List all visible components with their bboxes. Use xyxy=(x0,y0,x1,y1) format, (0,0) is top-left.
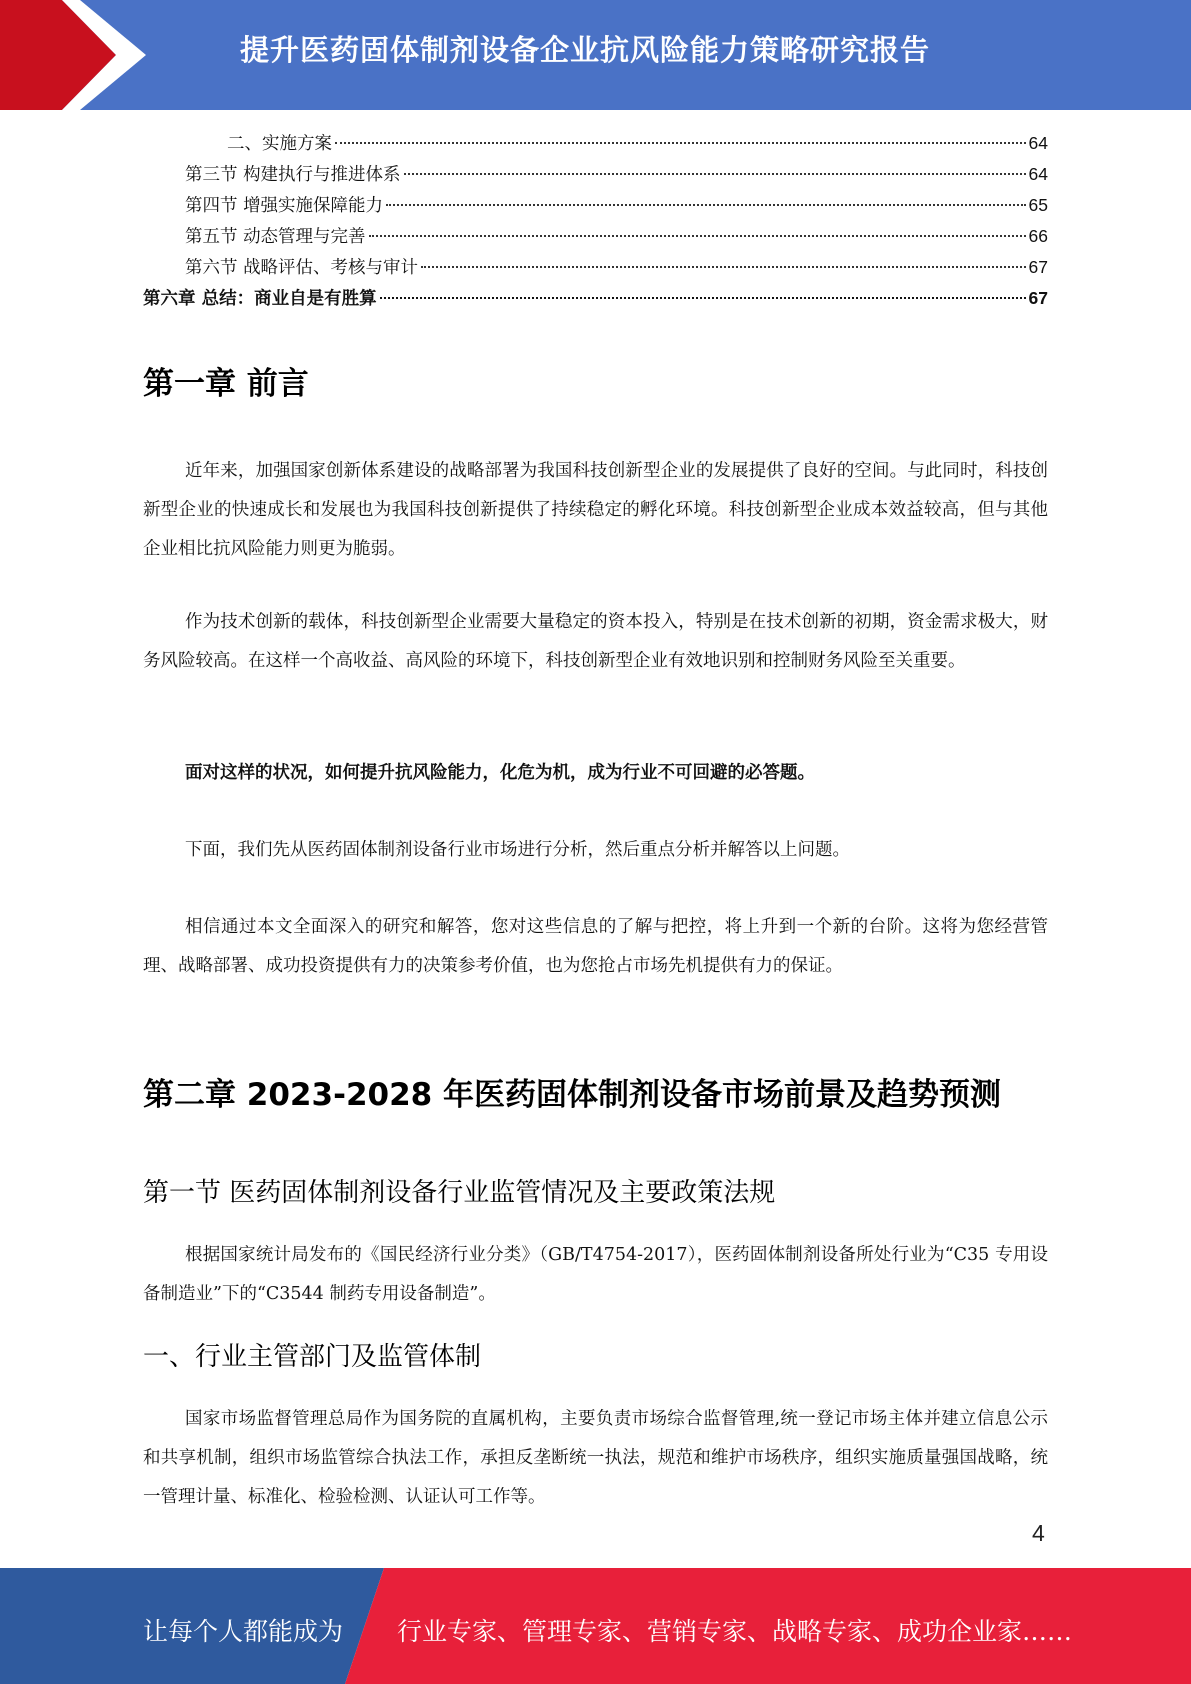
paragraph: 作为技术创新的载体，科技创新型企业需要大量稳定的资本投入，特别是在技术创新的初期，资金需求极大，财务风险较高。在这样一个高收益、高风险的环境下，科技创新型企业有效地识别和控制财务风险至关重要。 xyxy=(143,612,1048,671)
paragraph: 下面，我们先从医药固体制剂设备行业市场进行分析，然后重点分析并解答以上问题。 xyxy=(185,840,850,860)
paragraph: 根据国家统计局发布的《国民经济行业分类》（GB/T4754-2017），医药固体制剂设备所处行业为“C35 专用设备制造业”下的“C3544 制药专用设备制造”。 xyxy=(143,1245,1048,1304)
page-number: 4 xyxy=(1032,1520,1045,1546)
report-header xyxy=(0,0,1191,110)
paragraph: 近年来，加强国家创新体系建设的战略部署为我国科技创新型企业的发展提供了良好的空间。与此同时，科技创新型企业的快速成长和发展也为我国科技创新提供了持续稳定的孵化环境。科技创新型企业成本效益较高，但与其他企业相比抗风险能力则更为脆弱。 xyxy=(143,461,1048,559)
section-title: 第一节 医药固体制剂设备行业监管情况及主要政策法规 xyxy=(143,1178,776,1208)
header-arrow-icon xyxy=(0,0,150,110)
toc-entry[interactable] xyxy=(143,254,1048,285)
footer-slogan-right: 行业专家、管理专家、营销专家、战略专家、成功企业家…… xyxy=(397,1617,1073,1646)
paragraph: 国家市场监督管理总局作为国务院的直属机构，主要负责市场综合监督管理,统一登记市场主体并建立信息公示和共享机制，组织市场监管综合执法工作，承担反垄断统一执法，规范和维护市场秩序，组织实施质量强国战略，统一管理计量、标准化、检验检测、认证认可工作等。 xyxy=(143,1409,1048,1507)
toc-leader-dots xyxy=(404,173,1026,175)
toc-entry[interactable] xyxy=(143,223,1048,254)
paragraph: 相信通过本文全面深入的研究和解答，您对这些信息的了解与把控，将上升到一个新的台阶。这将为您经营管理、战略部署、成功投资提供有力的决策参考价值，也为您抢占市场先机提供有力的保证。 xyxy=(143,917,1048,976)
toc-leader-dots xyxy=(369,235,1026,237)
chapter-1-title: 第一章 前言 xyxy=(143,366,309,402)
footer-slogan-left: 让每个人都能成为 xyxy=(143,1617,344,1646)
toc-entry[interactable] xyxy=(143,192,1048,223)
toc-entry[interactable] xyxy=(143,285,1048,316)
chapter-2-title: 第二章 2023-2028 年医药固体制剂设备市场前景及趋势预测 xyxy=(143,1077,1002,1113)
toc-entry-page: 65 xyxy=(1028,195,1048,215)
toc-entry-page: 64 xyxy=(1028,133,1048,153)
subsection-title: 一、行业主管部门及监管体制 xyxy=(143,1342,482,1372)
toc-entry[interactable] xyxy=(143,130,1048,161)
toc-entry-page: 64 xyxy=(1028,164,1048,184)
toc-leader-dots xyxy=(421,266,1025,268)
toc-leader-dots xyxy=(386,204,1025,206)
toc-entry-page: 67 xyxy=(1028,288,1048,308)
toc-leader-dots xyxy=(380,297,1026,299)
emphasis-paragraph: 面对这样的状况，如何提升抗风险能力，化危为机，成为行业不可回避的必答题。 xyxy=(185,763,815,783)
toc-entry-page: 66 xyxy=(1028,226,1048,246)
toc-entry-label: 第五节 动态管理与完善 xyxy=(185,227,366,247)
toc-entry-label: 二、实施方案 xyxy=(227,134,332,154)
toc-entry-label: 第六节 战略评估、考核与审计 xyxy=(185,258,419,278)
report-title: 提升医药固体制剂设备企业抗风险能力策略研究报告 xyxy=(240,33,931,67)
toc-entry-label: 第四节 增强实施保障能力 xyxy=(185,196,384,216)
toc-leader-dots xyxy=(335,142,1026,144)
toc-entry-label: 第三节 构建执行与推进体系 xyxy=(185,165,401,185)
table-of-contents xyxy=(143,130,1048,316)
toc-entry[interactable] xyxy=(143,161,1048,192)
page-footer xyxy=(0,1568,1191,1684)
toc-entry-label: 第六章 总结：商业自是有胜算 xyxy=(143,289,377,309)
toc-entry-page: 67 xyxy=(1028,257,1048,277)
